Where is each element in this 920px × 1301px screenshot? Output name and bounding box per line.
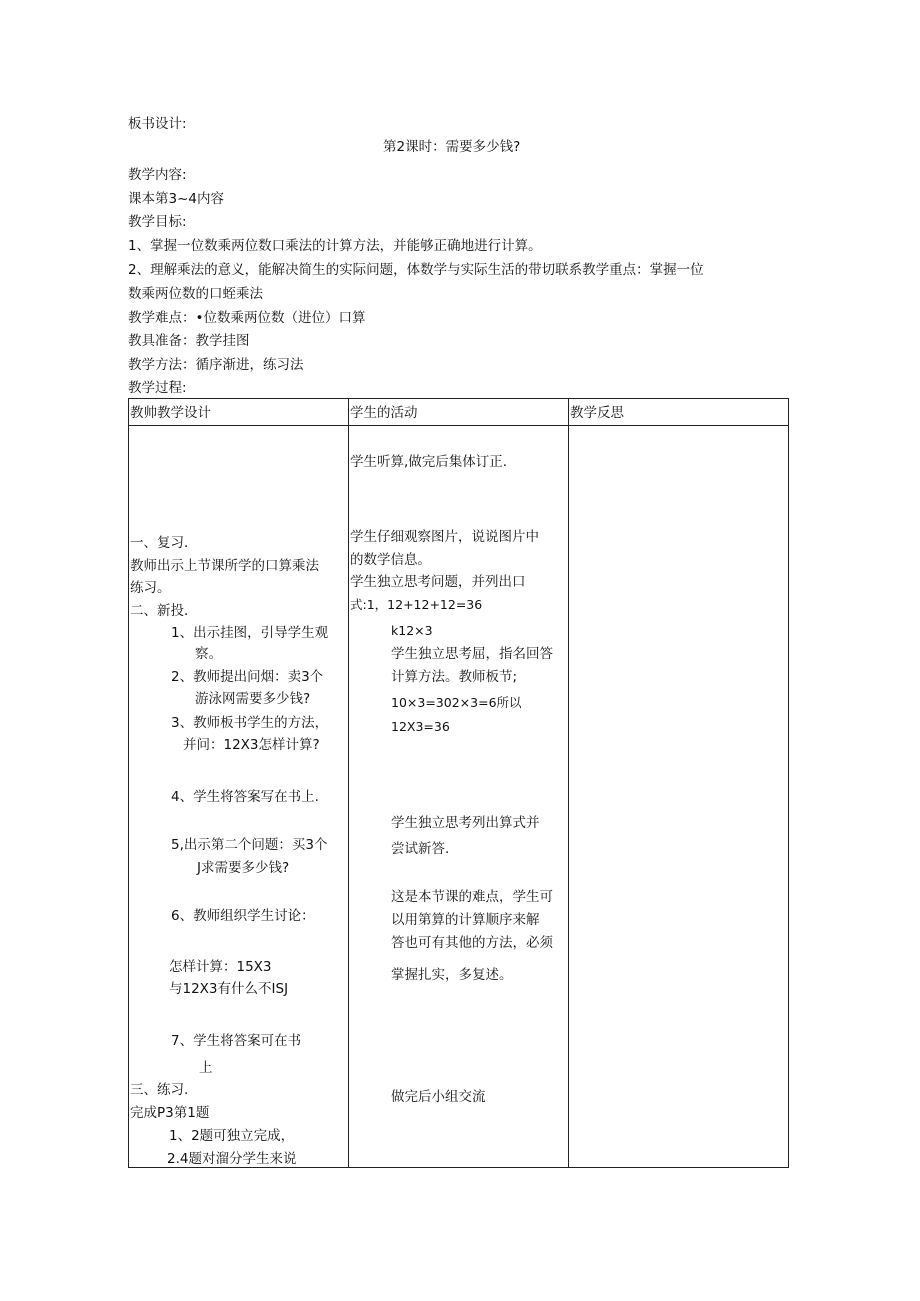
student-line: 计算方法。教师板节;	[391, 669, 518, 685]
teacher-line: 1、出示挂图，引导学生观	[171, 625, 329, 641]
lesson-title: 第2课时：需要多少钱?	[383, 139, 521, 155]
teacher-line: 一、复习.	[130, 535, 189, 551]
student-line: 尝试新答.	[391, 841, 450, 857]
student-line: 学生独立思考屈，指名回答	[391, 646, 553, 662]
student-line: 以用第算的计算顺序来解	[391, 912, 540, 928]
student-line: 做完后小组交流	[391, 1089, 486, 1105]
teacher-line: 6、教师组织学生讨论：	[171, 908, 315, 924]
student-line: 10×3=302×3=6所以	[391, 695, 522, 710]
teacher-line: 察。	[195, 646, 222, 662]
teaching-difficulty: 教学难点：•位数乘两位数（进位）口算	[128, 310, 366, 326]
teacher-line: 与12X3有什么不ISJ	[169, 981, 289, 997]
content-label: 教学内容:	[128, 167, 187, 183]
teacher-line: 二、新投.	[130, 603, 189, 619]
student-line: 学生独立思考问题，并列出口	[350, 574, 526, 590]
board-design-label: 板书设计:	[128, 116, 187, 132]
teacher-line: J求需要多少钱?	[197, 860, 290, 876]
teacher-line: 三、练习.	[130, 1082, 189, 1098]
teacher-line: 练习。	[130, 580, 171, 596]
teacher-line: 4、学生将答案写在书上.	[171, 789, 319, 805]
student-line: k12×3	[391, 623, 433, 638]
column-divider-1	[348, 399, 349, 1167]
goal-1: 1、掌握一位数乘两位数口乘法的计算方法，并能够正确地进行计算。	[128, 238, 542, 254]
lesson-table	[128, 398, 789, 1168]
goals-label: 教学目标:	[128, 214, 187, 230]
teacher-line: 并问：12X3怎样计算?	[183, 737, 320, 753]
content-value: 课本第3~4内容	[128, 191, 224, 207]
teaching-tools: 教具准备：教学挂图	[128, 333, 250, 349]
column-divider-2	[568, 399, 569, 1167]
student-line: 这是本节课的难点，学生可	[391, 889, 553, 905]
header-divider	[129, 425, 788, 426]
header-student-activity: 学生的活动	[350, 405, 418, 421]
header-teacher-design: 教帅教学设计	[130, 405, 211, 421]
teacher-line: 2.4题对溜分学生来说	[167, 1151, 297, 1167]
teacher-line: 1、2题可独立完成，	[169, 1128, 295, 1144]
teaching-process-label: 教学过程:	[128, 380, 187, 396]
student-line: 的数学信息。	[350, 552, 431, 568]
teacher-line: 教师出示上节课所学的口算乘法	[130, 558, 319, 574]
student-line: 学生独立思考列出算式并	[391, 815, 540, 831]
teacher-line: 2、教师提出问烟：卖3个	[171, 669, 324, 685]
teacher-line: 7、学生将答案可在书	[171, 1033, 302, 1049]
teacher-line: 3、教师板书学生的方法，	[171, 715, 329, 731]
teacher-line: 上	[199, 1060, 213, 1076]
teacher-line: 完成P3第1题	[130, 1105, 210, 1121]
header-reflection: 教学反思	[570, 405, 624, 421]
goal-2-line1: 2、理解乘法的意义，能解决简生的实际问题，体数学与实际生活的带切联系教学重点：掌握一位	[128, 262, 704, 278]
teaching-methods: 教学方法：循序渐进，练习法	[128, 357, 304, 373]
student-line: 掌握扎实，多复述。	[391, 967, 513, 983]
teacher-line: 怎样计算：15X3	[169, 959, 272, 975]
student-line: 式:1，12+12+12=36	[350, 597, 483, 612]
student-line: 学生听算,做完后集体订正.	[350, 454, 508, 470]
student-line: 学生仔细观察图片，说说图片中	[350, 529, 539, 545]
student-line: 答也可有其他的方法，必须	[391, 935, 553, 951]
teacher-line: 5,出示第二个问题：买3个	[171, 837, 328, 853]
goal-2-line2: 数乘两位数的口蛭乘法	[128, 286, 263, 302]
teacher-line: 游泳网需要多少钱?	[195, 691, 311, 707]
student-line: 12X3=36	[391, 719, 450, 734]
